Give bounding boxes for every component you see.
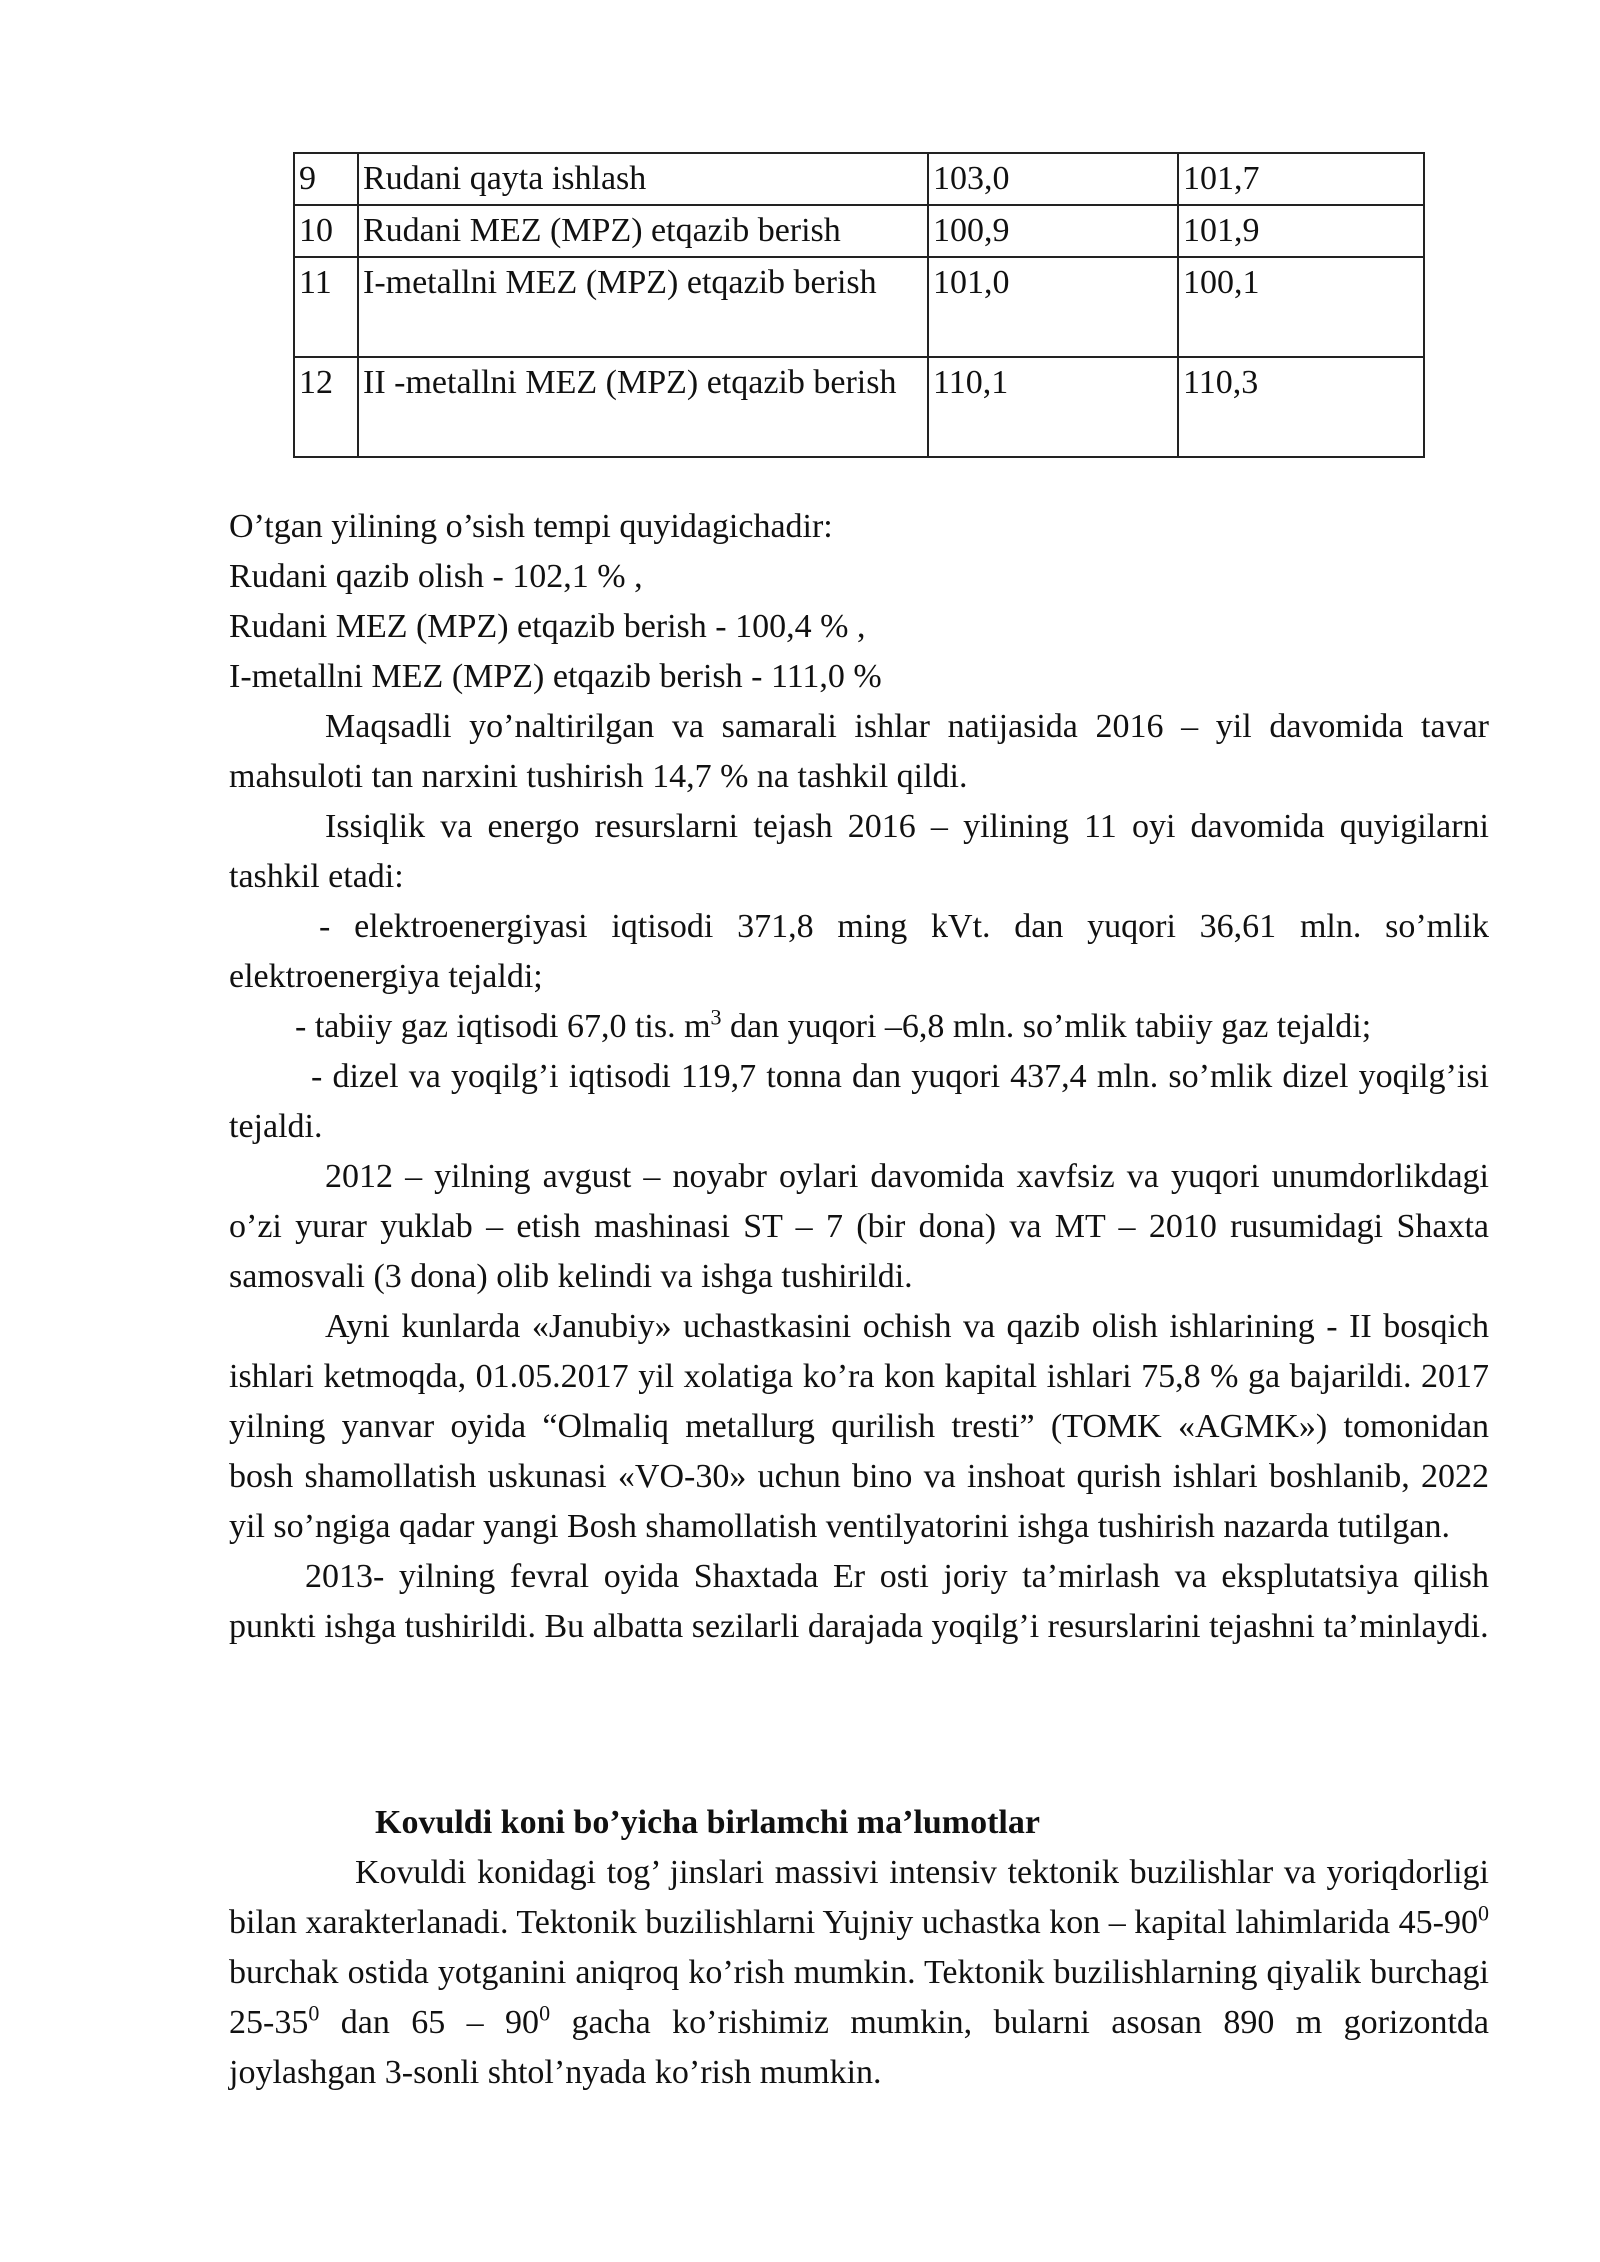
- kov-text: burchak ostida yotganini aniqroq ko’rish mumkin. Tektonik buzilishlarning qiyalik burchagi 25-35: [229, 1954, 1489, 2041]
- superscript: 0: [308, 2000, 320, 2026]
- row-value-1: 101,0: [928, 257, 1178, 357]
- paragraph-janubiy: Ayni kunlarda «Janubiy» uchastkasini ochish va qazib olish ishlarining - II bosqich ishlari ketmoqda, 01.05.2017 yil xolatiga ko’ra kon kapital ishlari 75,8 % ga bajarildi. 2017 yilning yanvar oyida “Olmaliq metallurg qurilish tresti” (TOMK «AGMK») tomonidan bosh shamollatish uskunasi «VO-30» uchun bino va inshoat qurish ishlari boshlanib, 2022 yil so’ngiga qadar yangi Bosh shamollatish ventilyatorini ishga tushirish nazarda tutilgan.: [229, 1308, 1489, 1545]
- table-row: [294, 205, 1424, 257]
- row-value-1: 110,1: [928, 357, 1178, 457]
- paragraph-cost: Maqsadli yo’naltirilgan va samarali ishlar natijasida 2016 – yil davomida tavar mahsuloti tan narxini tushirish 14,7 % na tashkil qildi.: [229, 708, 1489, 795]
- kov-text: gacha ko’rishimiz mumkin, bularni asosan 890 m gorizontda joylashgan 3-sonli shtol’nyada ko’rish mumkin.: [229, 2004, 1489, 2091]
- table-row: [294, 357, 1424, 457]
- paragraph-2012: 2012 – yilning avgust – noyabr oylari davomida xavfsiz va yuqori unumdorlikdagi o’zi yurar yuklab – etish mashinasi ST – 7 (bir dona) va MT – 2010 rusumidagi Shaxta samosvali (3 dona) olib kelindi va ishga tushirildi.: [229, 1158, 1489, 1295]
- paragraph-kovuldi: [229, 1848, 1489, 2098]
- kov-text: dan 65 – 90: [319, 2004, 540, 2041]
- row-name: I-metallni MEZ (MPZ) etqazib berish: [358, 257, 928, 357]
- list-item-gas: [229, 1002, 1489, 1052]
- gas-text: - tabiiy gaz iqtisodi 67,0 tis. m: [295, 1008, 711, 1045]
- growth-intro: O’tgan yilining o’sish tempi quyidagichadir:: [229, 508, 833, 545]
- body-text: [229, 502, 1489, 1652]
- row-value-2: 101,7: [1178, 153, 1424, 205]
- row-name: Rudani qayta ishlash: [358, 153, 928, 205]
- row-value-2: 100,1: [1178, 257, 1424, 357]
- row-value-1: 100,9: [928, 205, 1178, 257]
- superscript: 3: [710, 1004, 722, 1030]
- row-value-2: 101,9: [1178, 205, 1424, 257]
- row-name: Rudani MEZ (MPZ) etqazib berish: [358, 205, 928, 257]
- row-number: 12: [294, 357, 358, 457]
- section-heading: Kovuldi koni bo’yicha birlamchi ma’lumotlar: [375, 1804, 1040, 1841]
- table-row: [294, 153, 1424, 205]
- list-item-diesel: - dizel va yoqilg’i iqtisodi 119,7 tonna dan yuqori 437,4 mln. so’mlik dizel yoqilg’isi tejaldi.: [229, 1058, 1489, 1145]
- row-value-2: 110,3: [1178, 357, 1424, 457]
- row-number: 9: [294, 153, 358, 205]
- paragraph-energy: Issiqlik va energo resurslarni tejash 2016 – yilining 11 oyi davomida quyigilarni tashkil etadi:: [229, 808, 1489, 895]
- growth-line: Rudani MEZ (MPZ) etqazib berish - 100,4 % ,: [229, 608, 866, 645]
- row-number: 10: [294, 205, 358, 257]
- table-row: [294, 257, 1424, 357]
- kov-text: Kovuldi konidagi tog’ jinslari massivi intensiv tektonik buzilishlar va yoriqdorligi bilan xarakterlanadi. Tektonik buzilishlarni Yujniy uchastka kon – kapital lahimlarida 45-90: [229, 1854, 1489, 1941]
- superscript: 0: [1478, 1900, 1489, 1926]
- growth-line: I-metallni MEZ (MPZ) etqazib berish - 111,0 %: [229, 658, 882, 695]
- gas-text: dan yuqori –6,8 mln. so’mlik tabiiy gaz tejaldi;: [721, 1008, 1372, 1045]
- list-item-electric: - elektroenergiyasi iqtisodi 371,8 ming kVt. dan yuqori 36,61 mln. so’mlik elektroenergiya tejaldi;: [229, 908, 1489, 995]
- row-number: 11: [294, 257, 358, 357]
- section-kovuldi: [229, 1798, 1489, 2098]
- paragraph-2013: 2013- yilning fevral oyida Shaxtada Er osti joriy ta’mirlash va eksplutatsiya qilish punkti ishga tushirildi. Bu albatta sezilarli darajada yoqilg’i resurslarini tejashni ta’minlaydi.: [229, 1558, 1489, 1645]
- superscript: 0: [539, 2000, 551, 2026]
- indicators-table: [293, 152, 1425, 458]
- growth-line: Rudani qazib olish - 102,1 % ,: [229, 558, 643, 595]
- row-name: II -metallni MEZ (MPZ) etqazib berish: [358, 357, 928, 457]
- row-value-1: 103,0: [928, 153, 1178, 205]
